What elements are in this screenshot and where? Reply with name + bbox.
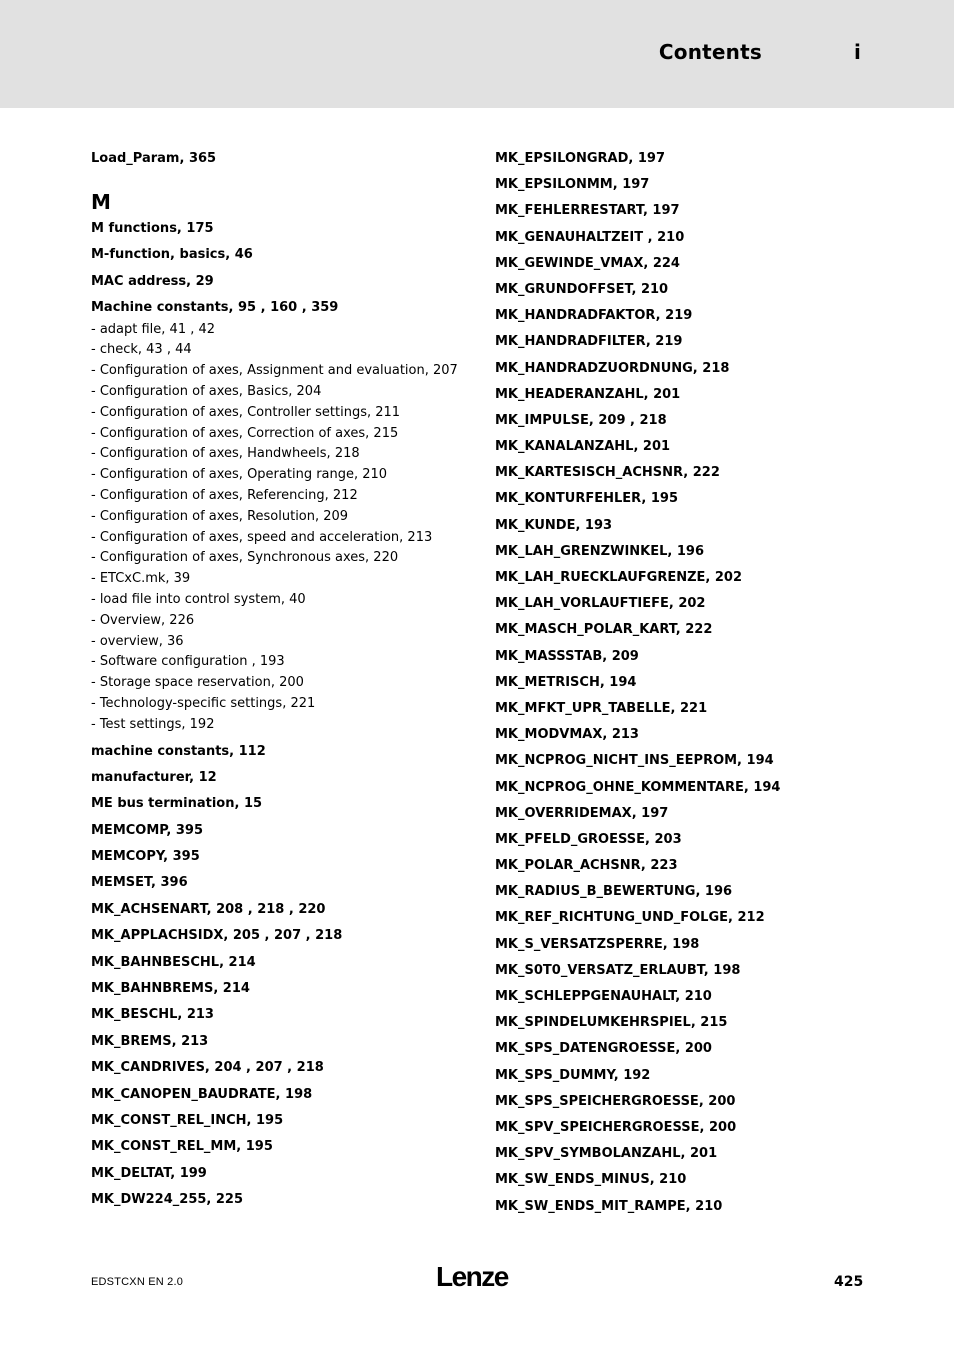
index-entry: MK_SPS_DUMMY, 192 bbox=[495, 1067, 651, 1083]
index-entry: MK_HANDRADZUORDNUNG, 218 bbox=[495, 360, 730, 376]
index-entry: MK_SW_ENDS_MIT_RAMPE, 210 bbox=[495, 1198, 723, 1214]
index-subentry: - Technology-specific settings, 221 bbox=[91, 695, 316, 711]
index-entry: MK_NCPROG_OHNE_KOMMENTARE, 194 bbox=[495, 779, 781, 795]
index-entry: MK_EPSILONGRAD, 197 bbox=[495, 151, 666, 166]
index-subentry: - Configuration of axes, Operating range, 210 bbox=[91, 467, 388, 483]
index-column-right bbox=[495, 150, 875, 1224]
index-entry: MK_CANOPEN_BAUDRATE, 198 bbox=[91, 1086, 313, 1102]
index-entry: MK_OVERRIDEMAX, 197 bbox=[495, 805, 669, 821]
index-subentry: - Configuration of axes, speed and acceleration, 213 bbox=[91, 529, 433, 545]
index-entry: manufacturer, 12 bbox=[91, 769, 217, 785]
index-entry: MK_SPS_DATENGROESSE, 200 bbox=[495, 1041, 712, 1057]
index-entry: Load_Param, 365 bbox=[91, 151, 217, 166]
index-entry: MK_SPV_SYMBOLANZAHL, 201 bbox=[495, 1146, 718, 1162]
index-entry: MK_BAHNBREMS, 214 bbox=[91, 981, 250, 997]
index-entry: MK_SW_ENDS_MINUS, 210 bbox=[495, 1172, 687, 1188]
lenze-logo bbox=[436, 1262, 514, 1296]
index-entry: M functions, 175 bbox=[91, 221, 214, 236]
index-entry: MK_KUNDE, 193 bbox=[495, 517, 613, 533]
index-entry: MK_APPLACHSIDX, 205 , 207 , 218 bbox=[91, 928, 343, 944]
header-section-marker: i bbox=[854, 40, 861, 64]
index-entry: MK_FEHLERRESTART, 197 bbox=[495, 203, 680, 219]
index-subentry: - check, 43 , 44 bbox=[91, 342, 192, 358]
index-entry: MEMCOPY, 395 bbox=[91, 849, 200, 865]
page-number: 425 bbox=[834, 1274, 864, 1290]
index-entry: MK_NCPROG_NICHT_INS_EEPROM, 194 bbox=[495, 753, 774, 769]
index-entry: MK_RADIUS_B_BEWERTUNG, 196 bbox=[495, 884, 733, 900]
index-entry: MK_DELTAT, 199 bbox=[91, 1165, 207, 1181]
index-entry: MK_IMPULSE, 209 , 218 bbox=[495, 412, 667, 428]
index-subentry: - overview, 36 bbox=[91, 633, 184, 649]
svg-text:Lenze: Lenze bbox=[436, 1262, 508, 1292]
index-entry: MK_DW224_255, 225 bbox=[91, 1192, 244, 1208]
index-subentry: - Storage space reservation, 200 bbox=[91, 675, 304, 691]
index-subentry: - Overview, 226 bbox=[91, 612, 195, 628]
index-entry: MEMCOMP, 395 bbox=[91, 822, 204, 838]
index-entry: MK_KANALANZAHL, 201 bbox=[495, 439, 671, 455]
index-entries-right bbox=[495, 150, 875, 1216]
index-entry: MK_S_VERSATZSPERRE, 198 bbox=[495, 936, 700, 952]
index-entry: MK_SPINDELUMKEHRSPIEL, 215 bbox=[495, 1015, 728, 1031]
index-entry: MK_CANDRIVES, 204 , 207 , 218 bbox=[91, 1060, 324, 1076]
index-entry: MK_PFELD_GROESSE, 203 bbox=[495, 831, 682, 847]
index-entry: MEMSET, 396 bbox=[91, 875, 188, 891]
index-subentry: - Configuration of axes, Resolution, 209 bbox=[91, 508, 349, 524]
index-entry: MK_CONST_REL_INCH, 195 bbox=[91, 1112, 284, 1128]
index-entry: ME bus termination, 15 bbox=[91, 796, 263, 812]
index-entry: MAC address, 29 bbox=[91, 273, 214, 289]
index-subentry: - Configuration of axes, Assignment and evaluation, 207 bbox=[91, 363, 458, 379]
index-entry: M-function, basics, 46 bbox=[91, 247, 253, 263]
index-entry: MK_BAHNBESCHL, 214 bbox=[91, 954, 256, 970]
header-title: Contents bbox=[658, 40, 762, 64]
index-entry: MK_METRISCH, 194 bbox=[495, 674, 637, 690]
index-entry: MK_S0T0_VERSATZ_ERLAUBT, 198 bbox=[495, 962, 741, 978]
index-entry: MK_LAH_VORLAUFTIEFE, 202 bbox=[495, 596, 706, 612]
index-entry: MK_MODVMAX, 213 bbox=[495, 727, 639, 743]
index-entry: MK_SPV_SPEICHERGROESSE, 200 bbox=[495, 1119, 737, 1135]
index-entry: MK_KARTESISCH_ACHSNR, 222 bbox=[495, 465, 720, 481]
index-entry: MK_POLAR_ACHSNR, 223 bbox=[495, 858, 678, 874]
index-entry: MK_GRUNDOFFSET, 210 bbox=[495, 281, 669, 297]
page-header bbox=[0, 0, 954, 108]
index-subentry: - Configuration of axes, Correction of axes, 215 bbox=[91, 425, 399, 441]
index-subentry: - Configuration of axes, Basics, 204 bbox=[91, 383, 322, 399]
index-entry: MK_SPS_SPEICHERGROESSE, 200 bbox=[495, 1093, 736, 1109]
index-entries-after bbox=[91, 743, 471, 1210]
index-entry: MK_ACHSENART, 208 , 218 , 220 bbox=[91, 901, 326, 917]
index-entry: MK_HANDRADFAKTOR, 219 bbox=[495, 308, 693, 324]
index-entry: MK_MASSSTAB, 209 bbox=[495, 648, 639, 664]
index-entry: MK_SCHLEPPGENAUHALT, 210 bbox=[495, 989, 712, 1004]
index-entry: MK_MFKT_UPR_TABELLE, 221 bbox=[495, 700, 708, 716]
index-subentry: - Configuration of axes, Referencing, 212 bbox=[91, 487, 358, 503]
index-entry: Machine constants, 95 , 160 , 359 bbox=[91, 300, 339, 316]
index-subentry: - adapt file, 41 , 42 bbox=[91, 321, 216, 337]
index-entry: MK_HANDRADFILTER, 219 bbox=[495, 334, 683, 350]
index-entry: machine constants, 112 bbox=[91, 743, 266, 759]
index-entry: MK_KONTURFEHLER, 195 bbox=[495, 491, 679, 507]
index-entry: MK_GEWINDE_VMAX, 224 bbox=[495, 255, 680, 271]
machine-constants-subentries bbox=[91, 320, 471, 736]
index-entry: MK_HEADERANZAHL, 201 bbox=[495, 386, 681, 402]
index-entries-before bbox=[91, 220, 471, 317]
index-column-left bbox=[91, 150, 471, 1218]
index-subentry: - Configuration of axes, Controller settings, 211 bbox=[91, 404, 401, 420]
document-id: EDSTCXN EN 2.0 bbox=[91, 1276, 184, 1288]
index-subentry: - Configuration of axes, Handwheels, 218 bbox=[91, 446, 360, 462]
index-entry: MK_GENAUHALTZEIT , 210 bbox=[495, 229, 685, 245]
index-subentry: - load file into control system, 40 bbox=[91, 591, 306, 607]
index-letter-heading: M bbox=[91, 190, 111, 214]
index-entry: MK_BESCHL, 213 bbox=[91, 1007, 214, 1023]
index-entry: MK_EPSILONMM, 197 bbox=[495, 177, 650, 193]
index-entry: MK_LAH_RUECKLAUFGRENZE, 202 bbox=[495, 570, 743, 585]
index-entry: MK_BREMS, 213 bbox=[91, 1033, 209, 1049]
index-entry: MK_REF_RICHTUNG_UND_FOLGE, 212 bbox=[495, 910, 765, 926]
index-subentry: - Software configuration , 193 bbox=[91, 654, 285, 670]
index-subentry: - ETCxC.mk, 39 bbox=[91, 571, 191, 587]
index-entry: MK_MASCH_POLAR_KART, 222 bbox=[495, 622, 713, 638]
index-subentry: - Test settings, 192 bbox=[91, 716, 215, 732]
index-entry: MK_LAH_GRENZWINKEL, 196 bbox=[495, 543, 704, 559]
lenze-logo-icon bbox=[436, 1262, 514, 1292]
index-entry: MK_CONST_REL_MM, 195 bbox=[91, 1139, 273, 1155]
index-subentry: - Configuration of axes, Synchronous axes, 220 bbox=[91, 550, 399, 566]
